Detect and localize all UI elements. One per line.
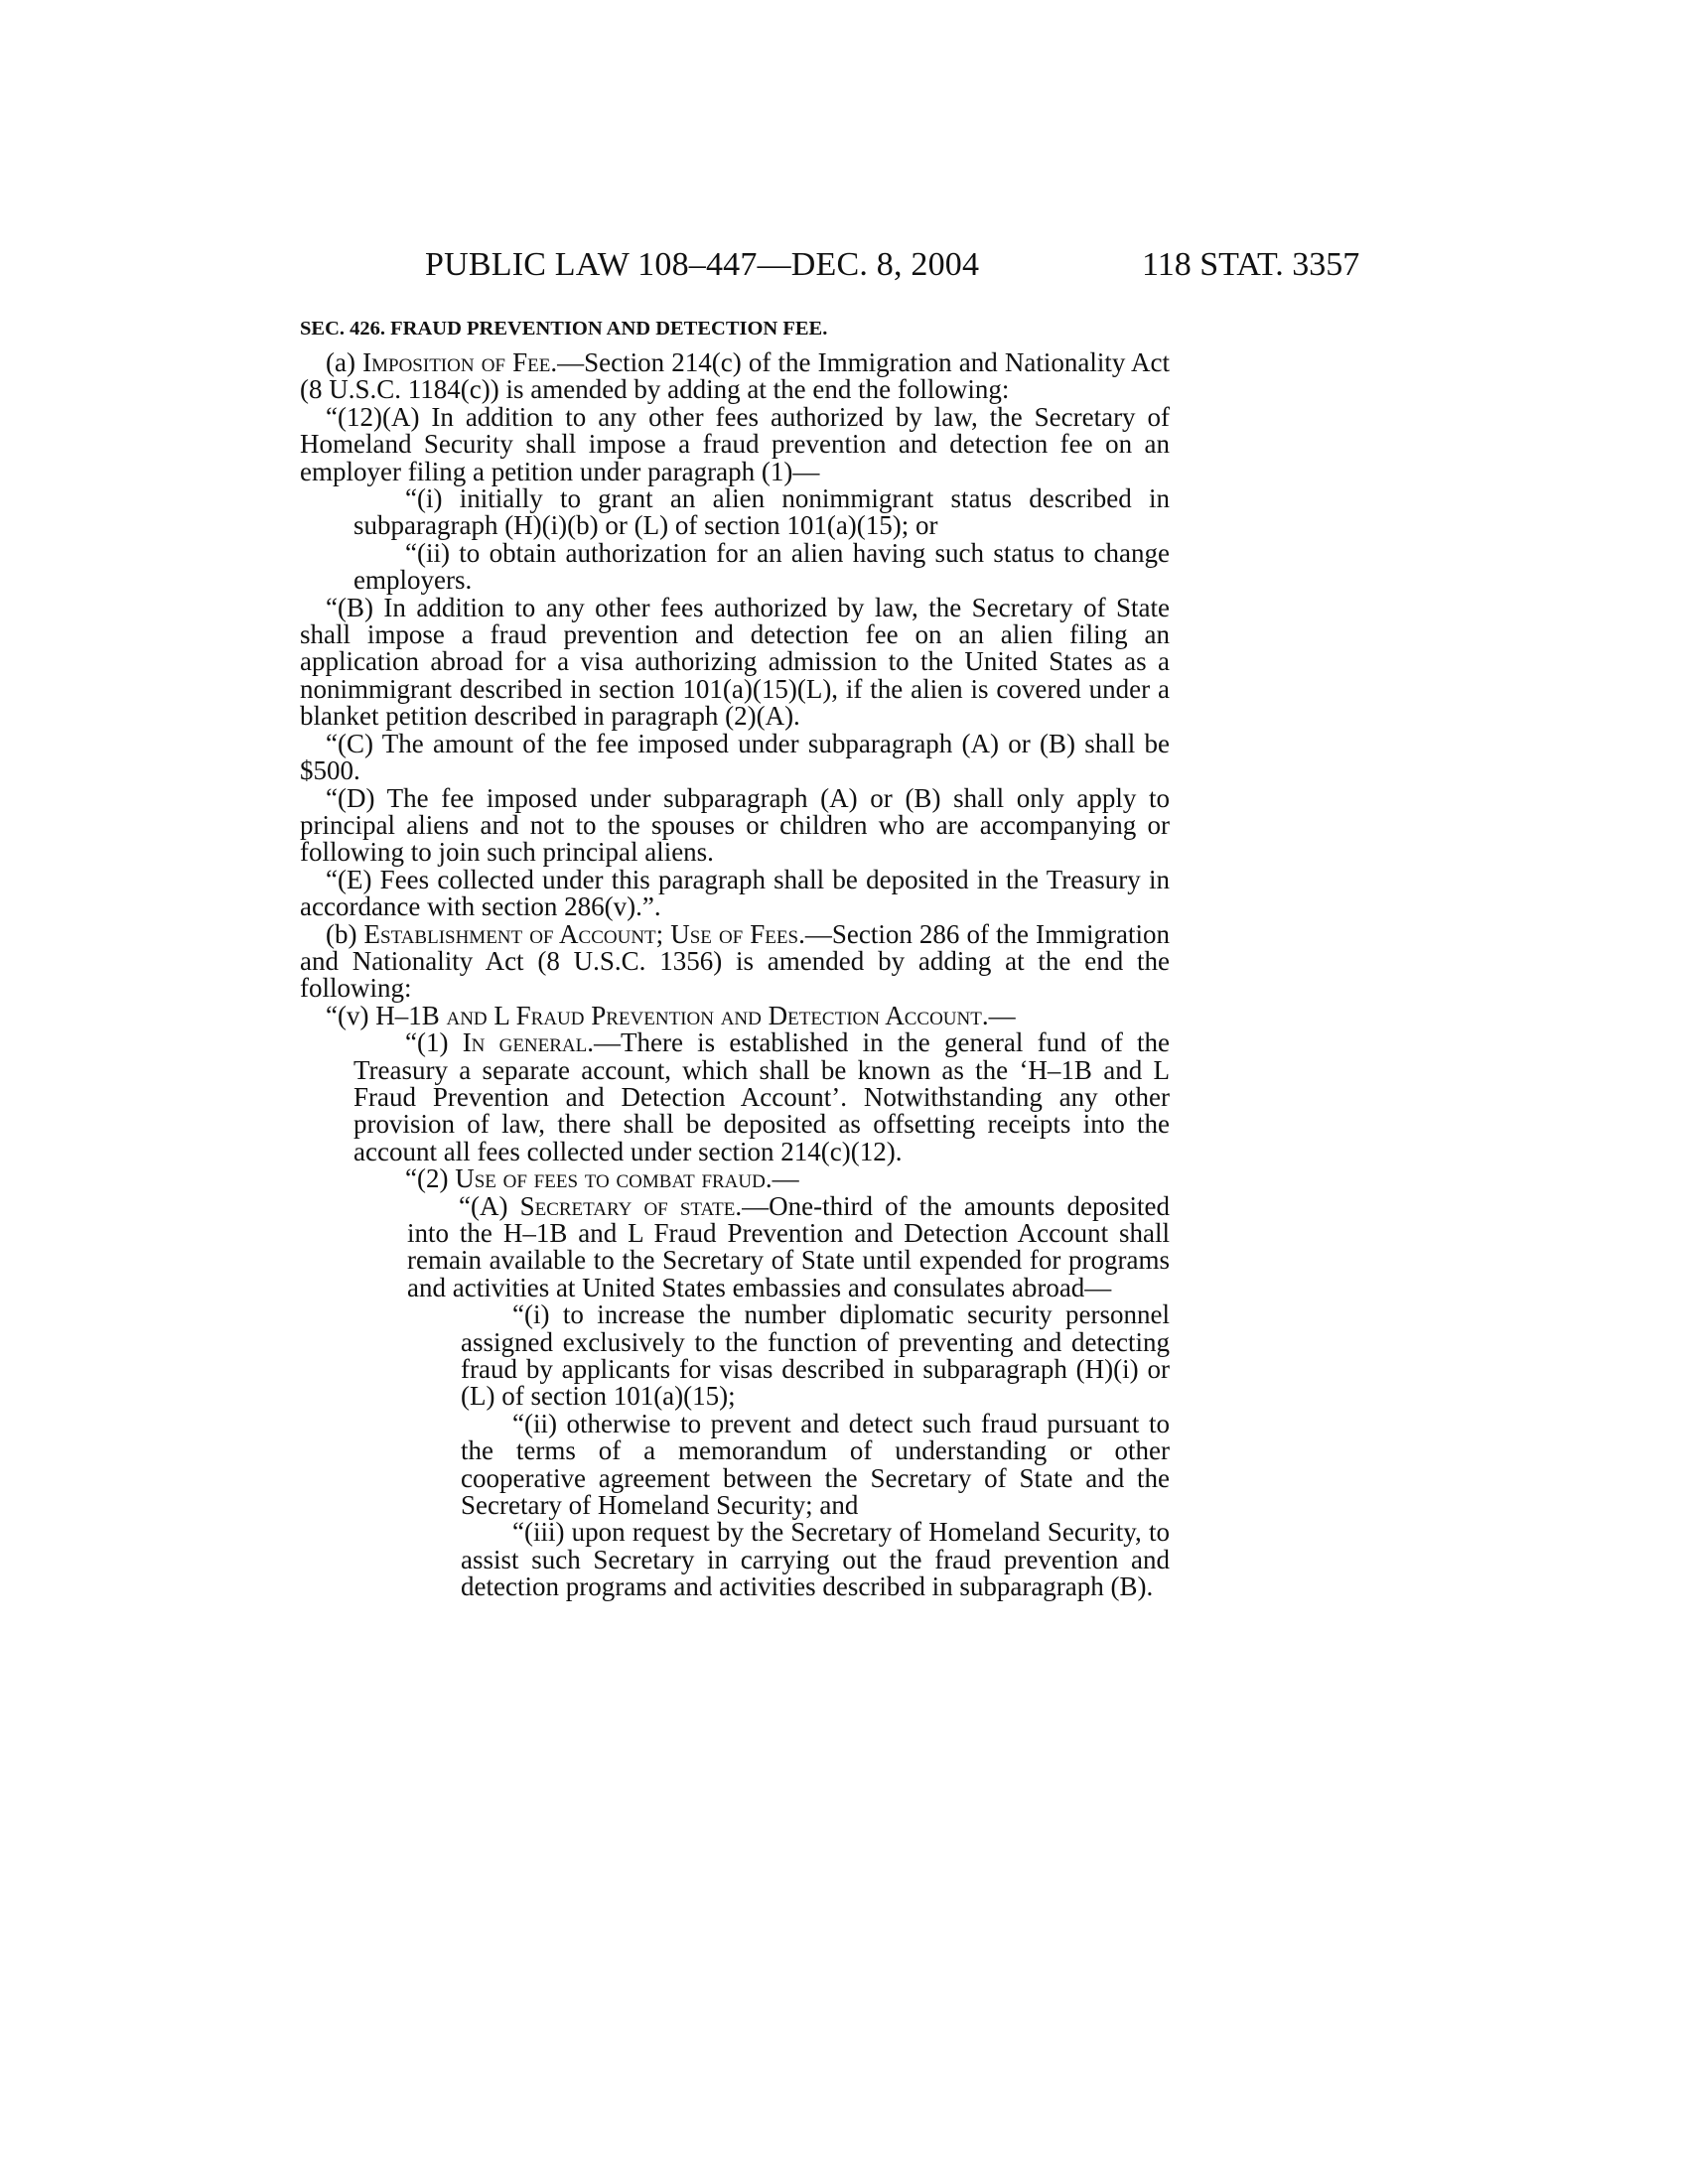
paragraph-1-label: “(1) (405, 1027, 463, 1058)
paragraph-12a: “(12)(A) In addition to any other fees authorized by law, the Secretary of Homeland Security shall impose a fraud prevention and detection fee on an employer filing a petition under paragraph (1)— (300, 401, 1170, 486)
paragraph-b-label: (b) (326, 918, 364, 949)
subsection-v-label: “(v) (326, 1000, 376, 1030)
clause-12a-i: “(i) initially to grant an alien nonimmigrant status described in subparagraph (H)(i)(b) or (L) of section 101(a)(15); or (353, 483, 1170, 541)
paragraph-1-in-general (300, 1029, 1170, 1165)
paragraph-c-fee: “(C) The amount of the fee imposed under subparagraph (A) or (B) shall be $500. (300, 728, 1170, 786)
statute-page-number: 118 STAT. 3357 (1142, 246, 1360, 283)
paragraph-a-text: .—Section 214(c) of the Immigration and Nationality Act (8 U.S.C. 1184(c)) is amended by adding at the end the following: (300, 347, 1170, 405)
paragraph-b (300, 918, 1171, 1004)
running-header-title: PUBLIC LAW 108–447—DEC. 8, 2004 (425, 246, 980, 283)
subparagraph-2a-label: “(A) (459, 1190, 520, 1221)
section-body (300, 349, 1170, 1601)
subparagraph-2a (300, 1190, 1171, 1302)
paragraph-1-caption: In general (462, 1027, 588, 1058)
subparagraph-2a-text: .—One-third of the amounts deposited into the H–1B and L Fraud Prevention and Detection Account shall remain available to the Secretary of State until expended for programs and activities at United States embassies and consulates abroad— (407, 1190, 1171, 1302)
clause-12a-ii: “(ii) to obtain authorization for an alien having such status to change employers. (353, 537, 1170, 596)
paragraph-2-heading (300, 1165, 1170, 1192)
paragraph-a-label: (a) (326, 347, 363, 377)
paragraph-1-text: .—There is established in the general fund of the Treasury a separate account, which shall be known as the ‘H–1B and L Fraud Prevention and Detection Account’. Notwithstanding any other provision of law, there shall be deposited as offsetting receipts into the account all fees collected under section 214(c)(12). (353, 1027, 1170, 1166)
subsection-v-caption: H–1B and L Fraud Prevention and Detection Account (375, 1000, 982, 1030)
subparagraph-2a-caption: Secretary of state (519, 1190, 736, 1221)
subsection-v-dash: .— (981, 1000, 1016, 1030)
clause-2a-ii: “(ii) otherwise to prevent and detect such fraud pursuant to the terms of a memorandum of understanding or other cooperative agreement between the Secretary of State and the Secretary of Homeland Security; and (461, 1408, 1170, 1521)
paragraph-2-label: “(2) (405, 1163, 456, 1194)
paragraph-a-caption: Imposition of Fee (362, 347, 551, 377)
clause-2a-iii: “(iii) upon request by the Secretary of Homeland Security, to assist such Secretary in carrying out the fraud prevention and detection programs and activities described in subparagraph (B). (461, 1517, 1170, 1602)
paragraph-a (300, 349, 1170, 404)
paragraph-b-fee: “(B) In addition to any other fees authorized by law, the Secretary of State shall impose a fraud prevention and detection fee on an alien filing an application abroad for a visa authorizing admission to the United States as a nonimmigrant described in section 101(a)(15)(L), if the alien is covered under a blanket petition described in paragraph (2)(A). (300, 592, 1170, 732)
section-heading: SEC. 426. FRAUD PREVENTION AND DETECTION FEE. (300, 318, 828, 340)
subsection-v-heading (300, 1000, 1170, 1030)
paragraph-b-caption: Establishment of Account; Use of Fees (363, 918, 799, 949)
paragraph-2-caption: Use of fees to combat fraud (455, 1163, 766, 1194)
paragraph-d-fee: “(D) The fee imposed under subparagraph (A) or (B) shall only apply to principal aliens and not to the spouses or children who are accompanying or following to join such principal aliens. (300, 782, 1170, 868)
paragraph-e-fee: “(E) Fees collected under this paragraph shall be deposited in the Treasury in accordance with section 286(v).”. (300, 864, 1170, 922)
clause-2a-i: “(i) to increase the number diplomatic security personnel assigned exclusively to the function of preventing and detecting fraud by applicants for visas described in subparagraph (H)(i) or (L) of section 101(a)(15); (461, 1299, 1170, 1412)
paragraph-2-dash: .— (765, 1163, 799, 1194)
paragraph-b-text: .—Section 286 of the Immigration and Nationality Act (8 U.S.C. 1356) is amended by adding at the end the following: (300, 918, 1171, 1004)
